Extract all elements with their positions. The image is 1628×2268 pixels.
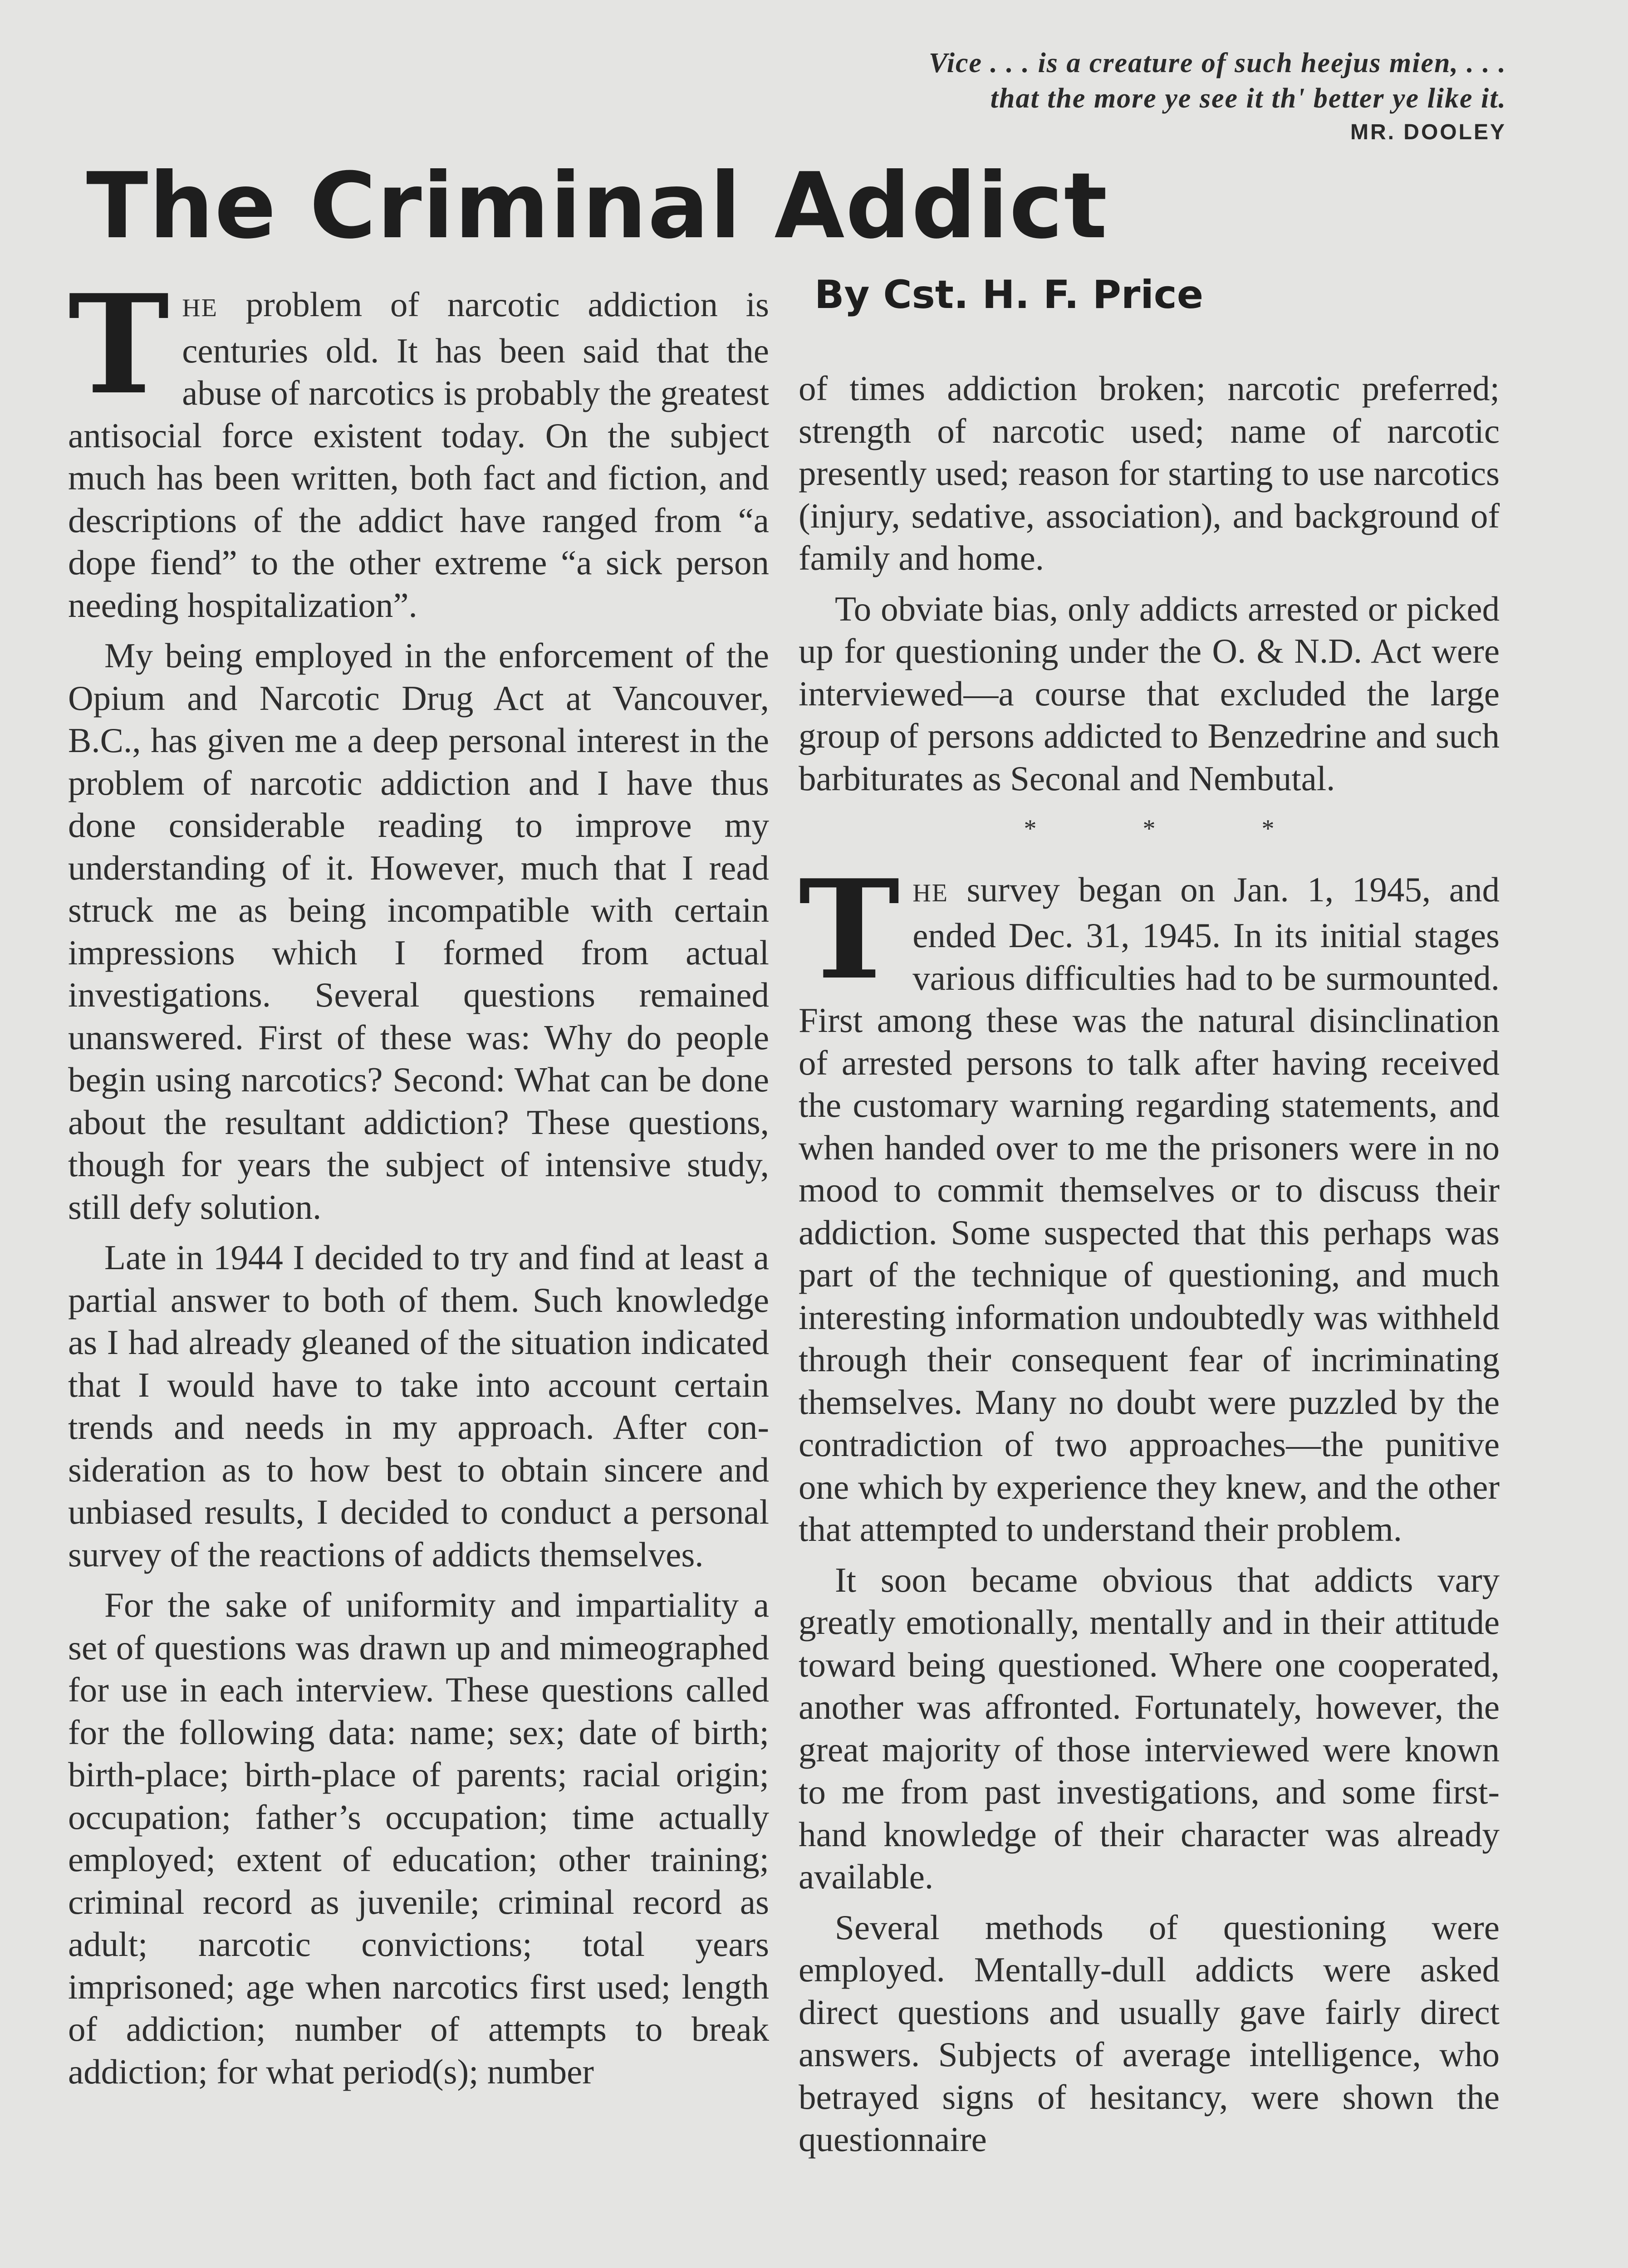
paragraph: of times addiction broken; narcotic preferred; strength of narcotic used; name of narcotic presently used; reason for starting to use narcotics (injury, sedative, association), and background of family and home. [799, 369, 1500, 577]
right-column [799, 367, 1500, 2169]
drop-cap: T [799, 849, 900, 1010]
paragraph: For the sake of uniformity and impartiality a set of questions was drawn up and mimeographed for use in each interview. These questions called for the following data: name; sex; date of birth; birth-place; birth-place of parents; racial origin; occupation; father’s occupation; time actually employed; extent of education; other training; criminal record as juvenile; criminal record as adult; narcotic convictions; total years imprisoned; age when narcotics first used; length of addiction; number of attempts to break addiction; for what period(s); number [68, 1585, 769, 2091]
epigraph-attribution: MR. DOOLEY [1350, 120, 1506, 144]
small-caps-lead: HE [912, 879, 948, 907]
paragraph: Several methods of questioning were employed. Mentally-dull addicts were asked direct questions and usually gave fairly direct answers. Subjects of average intelligence, who betrayed signs of hesitancy, were shown the questionnaire [799, 1907, 1500, 2159]
paragraph: To obviate bias, only addicts arrested or picked up for questioning under the O. & N.D. Act were interviewed—a course that excluded the large group of persons addicted to Benzedrine and such barbiturates as Seconal and Nembutal. [799, 589, 1500, 798]
section-separator: * * * [1024, 815, 1324, 843]
paragraph [799, 849, 1500, 1551]
paragraph [68, 264, 769, 626]
paragraph: It soon became obvious that addicts vary greatly emotionally, mentally and in their attitude toward being questioned. Where one cooperated, another was affronted. Fortunately, however, the great majority of those interviewed were known to me from past investigations, and some first-hand knowledge of their character was already available. [799, 1560, 1500, 1896]
epigraph-line-1: Vice . . . is a creature of such heejus mien, . . . [928, 48, 1506, 78]
article-byline: By Cst. H. F. Price [814, 272, 1204, 318]
epigraph-line-2: that the more ye see it th' better ye like it. [990, 83, 1506, 114]
small-caps-lead: HE [182, 294, 218, 322]
paragraph-text: problem of narcotic addiction is centuries old. It has been said that the abuse of narcotics is probably the greatest antisocial force existent today. On the subject much has been written, both fact and fiction, and descriptions of the addict have ranged from “a dope fiend” to the other extreme “a sick person needing hospitalization”. [68, 285, 769, 625]
epigraph [735, 45, 1506, 145]
drop-cap: T [68, 264, 170, 425]
paragraph: My being employed in the enforcement of the Opium and Narcotic Drug Act at Vancouver, B.C., has given me a deep personal interest in the problem of narcotic addiction and I have thus done considerable reading to improve my understanding of it. However, much that I read struck me as being incompatible with certain impressions which I formed from actual investigations. Several questions remained unanswered. First of these was: Why do people begin using narcotics? Second: What can be done about the resultant addiction? These questions, though for years the subject of intensive study, still defy solution. [68, 636, 769, 1227]
article-title: The Criminal Addict [86, 153, 1108, 259]
left-column [68, 264, 769, 2101]
paragraph-text: survey began on Jan. 1, 1945, and ended Dec. 31, 1945. In its initial stages various difficulties had to be surmounted. First among these was the natural disinclination of arrested persons to talk after having received the customary warning regarding statements, and when handed over to me the prisoners were in no mood to commit themselves or to discuss their addiction. Some suspected that this perhaps was part of the technique of questioning, and much interesting information undoubtedly was withheld through their consequent fear of incriminating themselves. Many no doubt were puzzled by the contradiction of two approaches—the punitive one which by experience they knew, and the other that attempted to understand their problem. [799, 870, 1500, 1549]
paragraph: Late in 1944 I decided to try and find at least a partial answer to both of them. Such knowledge as I had already gleaned of the situation indicated that I would have to take into account certain trends and needs in my approach. After consideration as to how best to obtain sincere and unbiased results, I decided to conduct a personal survey of the reactions of addicts themselves. [68, 1238, 769, 1574]
